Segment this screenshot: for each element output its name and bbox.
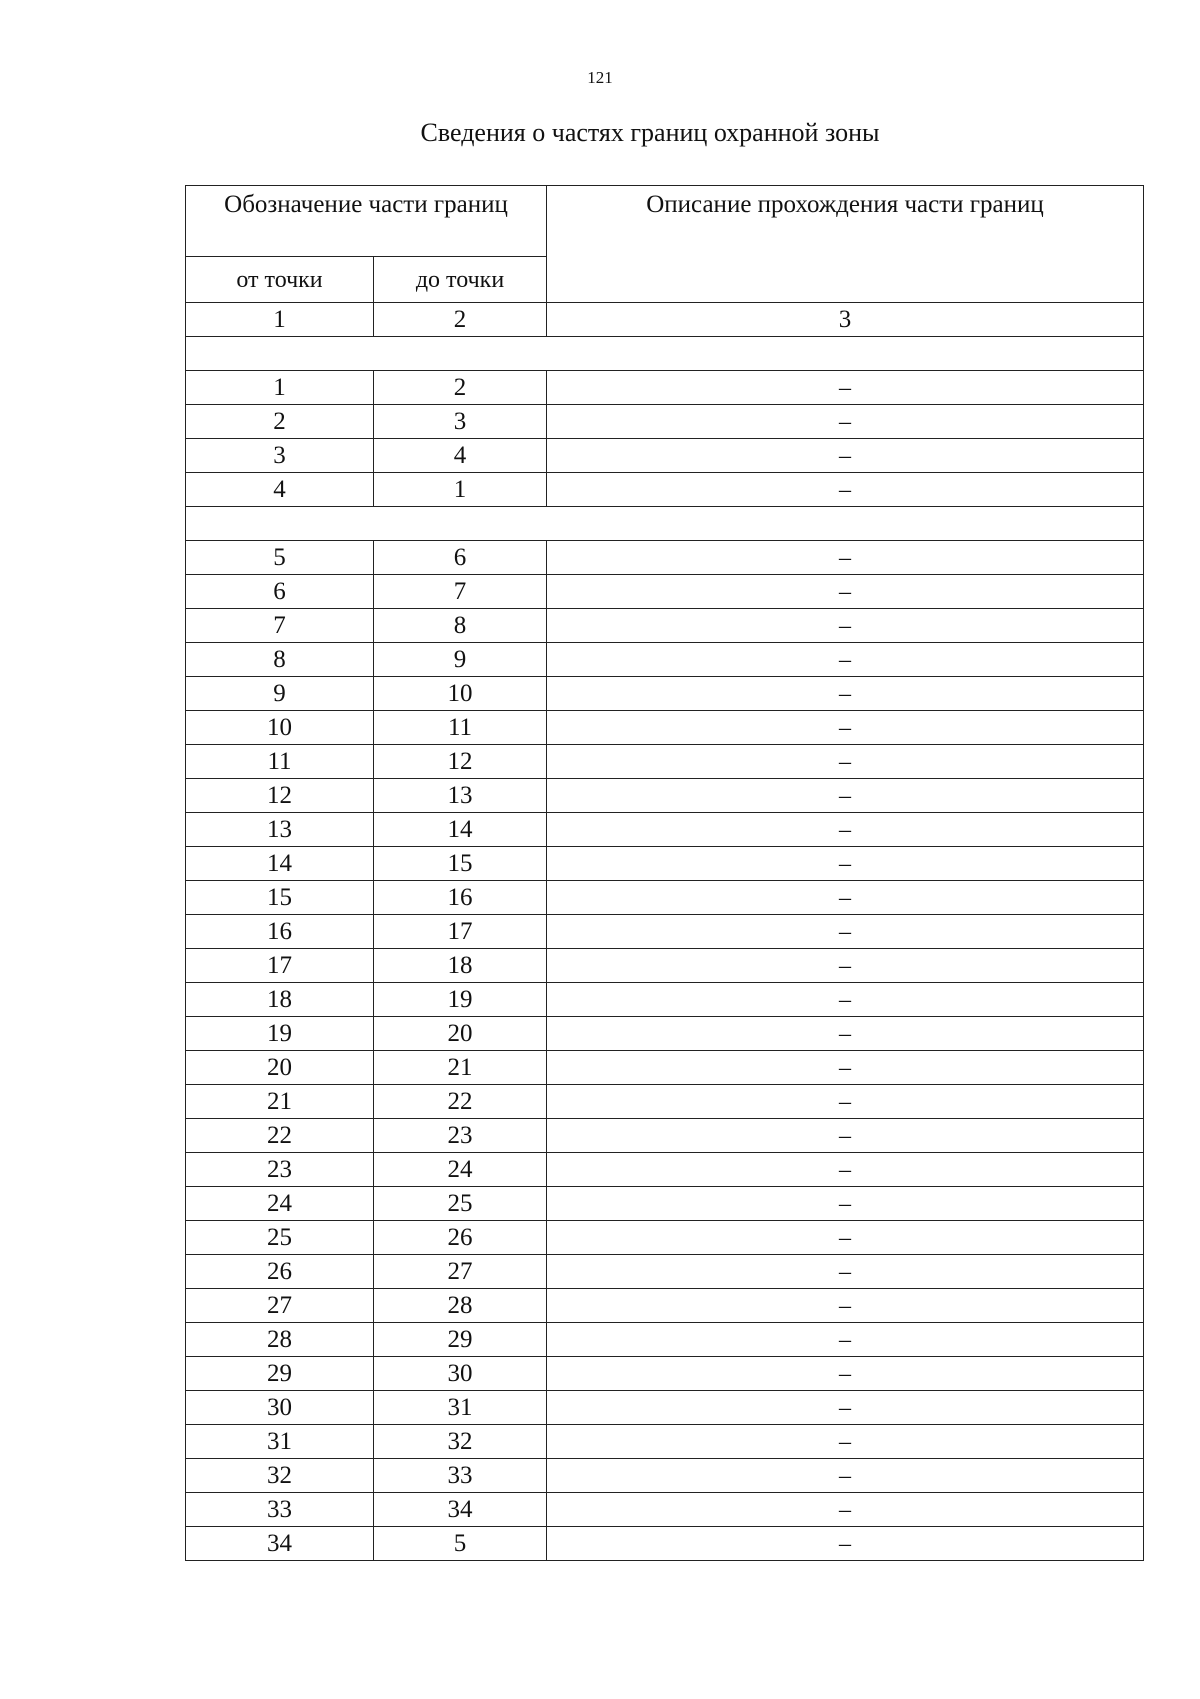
from-point-cell: 29 (186, 1357, 374, 1391)
description-cell: – (547, 643, 1144, 677)
table-row (186, 881, 1144, 915)
description-cell: – (547, 1493, 1144, 1527)
description-cell: – (547, 915, 1144, 949)
description-cell: – (547, 711, 1144, 745)
to-point-cell: 11 (374, 711, 547, 745)
from-point-cell: 9 (186, 677, 374, 711)
table-row (186, 405, 1144, 439)
to-point-cell: 21 (374, 1051, 547, 1085)
from-point-cell: 17 (186, 949, 374, 983)
from-point-cell: 21 (186, 1085, 374, 1119)
table-row (186, 1255, 1144, 1289)
to-point-cell: 20 (374, 1017, 547, 1051)
to-point-cell: 7 (374, 575, 547, 609)
page-number: 121 (587, 68, 613, 87)
description-cell: – (547, 371, 1144, 405)
table-row (186, 575, 1144, 609)
description-cell: – (547, 609, 1144, 643)
from-point-cell: 11 (186, 745, 374, 779)
to-point-cell: 12 (374, 745, 547, 779)
to-point-cell: 8 (374, 609, 547, 643)
header-from-point: от точки (186, 257, 374, 303)
section-label (186, 337, 1144, 371)
description-cell: – (547, 813, 1144, 847)
from-point-cell: 19 (186, 1017, 374, 1051)
table-row (186, 1221, 1144, 1255)
to-point-cell: 30 (374, 1357, 547, 1391)
table-row (186, 609, 1144, 643)
from-point-cell: 32 (186, 1459, 374, 1493)
table-row (186, 1051, 1144, 1085)
description-cell: – (547, 1017, 1144, 1051)
to-point-cell: 29 (374, 1323, 547, 1357)
from-point-cell: 12 (186, 779, 374, 813)
table-row (186, 983, 1144, 1017)
description-cell: – (547, 439, 1144, 473)
to-point-cell: 16 (374, 881, 547, 915)
table-row (186, 473, 1144, 507)
from-point-cell: 8 (186, 643, 374, 677)
description-cell: – (547, 1323, 1144, 1357)
description-cell: – (547, 541, 1144, 575)
table-row (186, 1425, 1144, 1459)
table-row (186, 1017, 1144, 1051)
column-number: 2 (374, 303, 547, 337)
header-description: Описание прохождения части границ (547, 186, 1144, 303)
description-cell: – (547, 575, 1144, 609)
header-to-point: до точки (374, 257, 547, 303)
table-row (186, 949, 1144, 983)
description-cell: – (547, 1153, 1144, 1187)
from-point-cell: 18 (186, 983, 374, 1017)
table-row (186, 1357, 1144, 1391)
table-row (186, 439, 1144, 473)
boundary-parts-table (185, 185, 1144, 1561)
from-point-cell: 31 (186, 1425, 374, 1459)
description-cell: – (547, 1357, 1144, 1391)
to-point-cell: 34 (374, 1493, 547, 1527)
table-row (186, 1153, 1144, 1187)
column-number-row (186, 303, 1144, 337)
description-cell: – (547, 949, 1144, 983)
from-point-cell: 24 (186, 1187, 374, 1221)
to-point-cell: 17 (374, 915, 547, 949)
to-point-cell: 24 (374, 1153, 547, 1187)
description-cell: – (547, 1187, 1144, 1221)
from-point-cell: 13 (186, 813, 374, 847)
table-row (186, 1289, 1144, 1323)
to-point-cell: 27 (374, 1255, 547, 1289)
to-point-cell: 4 (374, 439, 547, 473)
description-cell: – (547, 983, 1144, 1017)
section-row (186, 337, 1144, 371)
table-row (186, 1493, 1144, 1527)
to-point-cell: 31 (374, 1391, 547, 1425)
table-row (186, 1085, 1144, 1119)
description-cell: – (547, 1051, 1144, 1085)
description-cell: – (547, 847, 1144, 881)
description-cell: – (547, 405, 1144, 439)
from-point-cell: 4 (186, 473, 374, 507)
from-point-cell: 10 (186, 711, 374, 745)
table-row (186, 1391, 1144, 1425)
description-cell: – (547, 1221, 1144, 1255)
column-number: 1 (186, 303, 374, 337)
to-point-cell: 28 (374, 1289, 547, 1323)
from-point-cell: 20 (186, 1051, 374, 1085)
from-point-cell: 1 (186, 371, 374, 405)
from-point-cell: 5 (186, 541, 374, 575)
description-cell: – (547, 1391, 1144, 1425)
to-point-cell: 18 (374, 949, 547, 983)
description-cell: – (547, 1289, 1144, 1323)
from-point-cell: 6 (186, 575, 374, 609)
to-point-cell: 13 (374, 779, 547, 813)
table-row (186, 1323, 1144, 1357)
section-label (186, 507, 1144, 541)
from-point-cell: 25 (186, 1221, 374, 1255)
to-point-cell: 25 (374, 1187, 547, 1221)
to-point-cell: 22 (374, 1085, 547, 1119)
table-body (186, 303, 1144, 1561)
to-point-cell: 6 (374, 541, 547, 575)
to-point-cell: 2 (374, 371, 547, 405)
table-row (186, 813, 1144, 847)
to-point-cell: 9 (374, 643, 547, 677)
to-point-cell: 1 (374, 473, 547, 507)
header-boundary-designation: Обозначение части границ (186, 186, 547, 257)
table-row (186, 711, 1144, 745)
section-row (186, 507, 1144, 541)
table-row (186, 915, 1144, 949)
from-point-cell: 16 (186, 915, 374, 949)
from-point-cell: 22 (186, 1119, 374, 1153)
from-point-cell: 3 (186, 439, 374, 473)
description-cell: – (547, 881, 1144, 915)
document-title: Сведения о частях границ охранной зоны (420, 118, 880, 147)
table-row (186, 847, 1144, 881)
from-point-cell: 23 (186, 1153, 374, 1187)
from-point-cell: 28 (186, 1323, 374, 1357)
table-row (186, 1527, 1144, 1561)
to-point-cell: 26 (374, 1221, 547, 1255)
from-point-cell: 15 (186, 881, 374, 915)
to-point-cell: 32 (374, 1425, 547, 1459)
description-cell: – (547, 473, 1144, 507)
description-cell: – (547, 677, 1144, 711)
from-point-cell: 27 (186, 1289, 374, 1323)
from-point-cell: 7 (186, 609, 374, 643)
description-cell: – (547, 1425, 1144, 1459)
to-point-cell: 14 (374, 813, 547, 847)
description-cell: – (547, 1527, 1144, 1561)
table-row (186, 779, 1144, 813)
to-point-cell: 19 (374, 983, 547, 1017)
table-row (186, 1459, 1144, 1493)
from-point-cell: 34 (186, 1527, 374, 1561)
table-row (186, 677, 1144, 711)
description-cell: – (547, 745, 1144, 779)
from-point-cell: 33 (186, 1493, 374, 1527)
to-point-cell: 3 (374, 405, 547, 439)
table-row (186, 643, 1144, 677)
column-number: 3 (547, 303, 1144, 337)
description-cell: – (547, 1255, 1144, 1289)
table-row (186, 541, 1144, 575)
from-point-cell: 30 (186, 1391, 374, 1425)
from-point-cell: 14 (186, 847, 374, 881)
description-cell: – (547, 1459, 1144, 1493)
table-row (186, 745, 1144, 779)
from-point-cell: 2 (186, 405, 374, 439)
to-point-cell: 5 (374, 1527, 547, 1561)
description-cell: – (547, 779, 1144, 813)
to-point-cell: 10 (374, 677, 547, 711)
from-point-cell: 26 (186, 1255, 374, 1289)
to-point-cell: 33 (374, 1459, 547, 1493)
to-point-cell: 15 (374, 847, 547, 881)
description-cell: – (547, 1119, 1144, 1153)
description-cell: – (547, 1085, 1144, 1119)
to-point-cell: 23 (374, 1119, 547, 1153)
table-row (186, 371, 1144, 405)
table-row (186, 1187, 1144, 1221)
table-row (186, 1119, 1144, 1153)
